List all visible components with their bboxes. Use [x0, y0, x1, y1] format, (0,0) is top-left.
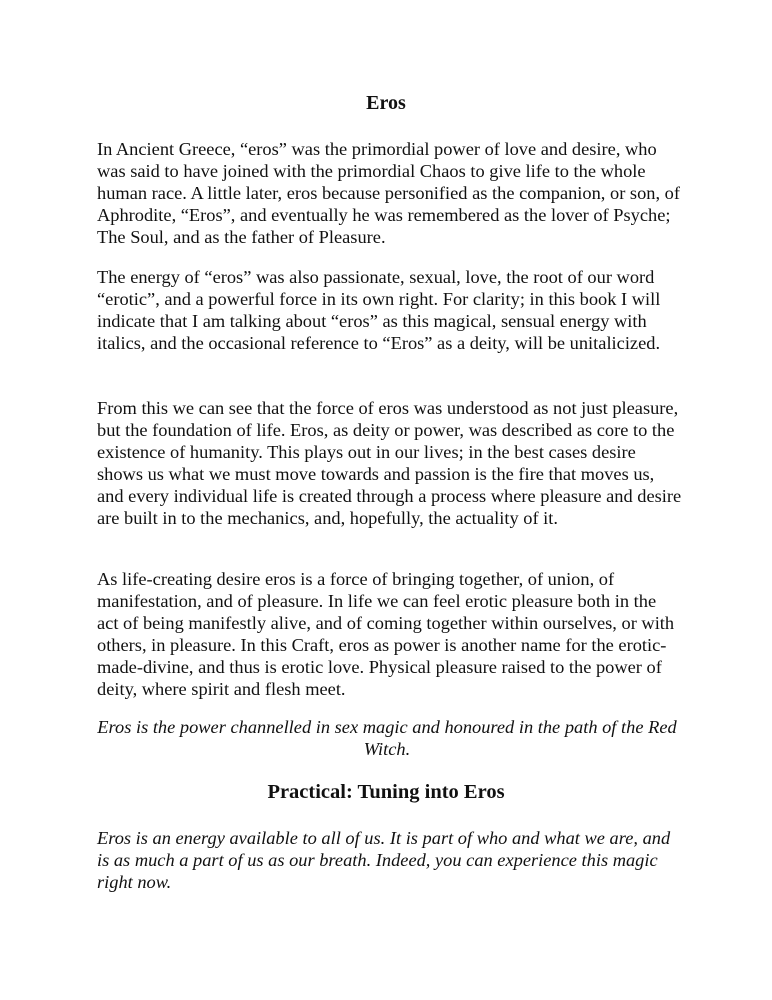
pull-quote: Eros is the power channelled in sex magic and honoured in the path of the Red Witch. [97, 717, 677, 759]
section-heading: Practical: Tuning into Eros [267, 781, 505, 803]
paragraph-4: As life-creating desire eros is a force of bringing together, of union, of manifestation, and of pleasure. In life we can feel erotic pleasure both in the act of being manifestly alive, and of coming together within ourselves, or with others, in pleasure. In this Craft, eros as power is another name for the erotic-made-divine, and thus is erotic love. Physical pleasure raised to the power of deity, where spirit and flesh meet. [97, 569, 675, 699]
paragraph-2: The energy of “eros” was also passionate, sexual, love, the root of our word “erotic”, and a powerful force in its own right. For clarity; in this book I will indicate that I am talking about “eros” as this magical, sensual energy with italics, and the occasional reference to “Eros” as a deity, will be unitalicized. [97, 267, 661, 353]
section-intro: Eros is an energy available to all of us. It is part of who and what we are, and is as much a part of us as our breath. Indeed, you can experience this magic right now. [97, 828, 671, 892]
page-title: Eros [366, 92, 406, 114]
paragraph-1: In Ancient Greece, “eros” was the primordial power of love and desire, who was said to have joined with the primordial Chaos to give life to the whole human race. A little later, eros because personified as the companion, or son, of Aphrodite, “Eros”, and eventually he was remembered as the lover of Psyche; The Soul, and as the father of Pleasure. [97, 139, 680, 247]
paragraph-3: From this we can see that the force of eros was understood as not just pleasure, but the foundation of life. Eros, as deity or power, was described as core to the existence of humanity. This plays out in our lives; in the best cases desire shows us what we must move towards and passion is the fire that moves us, and every individual life is created through a process where pleasure and desire are built in to the mechanics, and, hopefully, the actuality of it. [97, 398, 682, 528]
